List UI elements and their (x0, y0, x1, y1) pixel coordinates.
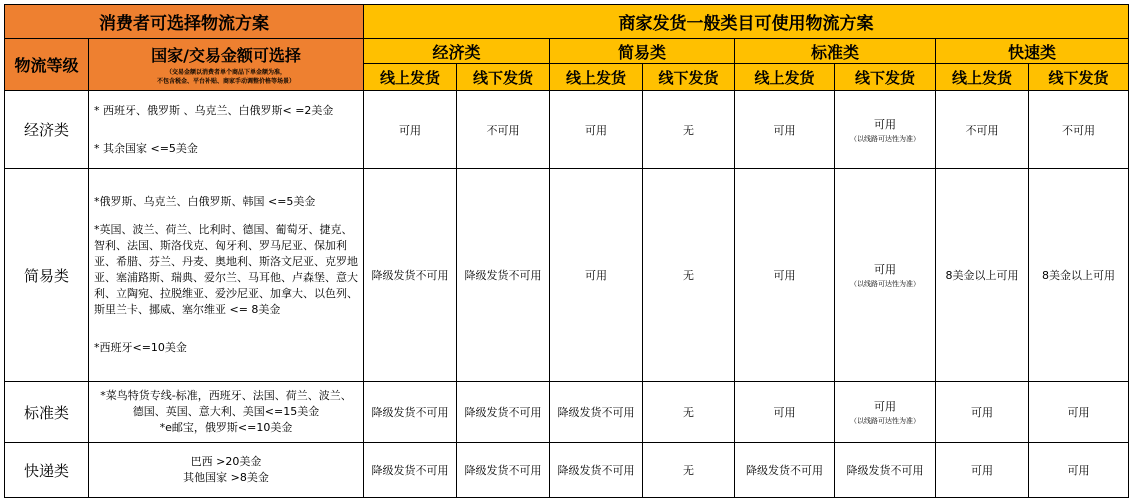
country-line: * 其余国家 <=5美金 (94, 141, 198, 155)
value-cell: 降级发货不可用 (550, 443, 643, 498)
value-text: 可用 (874, 117, 896, 131)
grade-header: 物流等级 (5, 39, 89, 91)
group-express: 快速类 (936, 39, 1129, 63)
value-cell: 8美金以上可用 (936, 169, 1029, 382)
merchant-header: 商家发货一般类目可使用物流方案 (364, 5, 1129, 39)
value-cell: 降级发货不可用 (550, 382, 643, 443)
value-cell: 可用 (735, 382, 835, 443)
economy-offline: 线下发货 (457, 63, 550, 90)
table-row (5, 382, 1129, 443)
logistics-table (4, 4, 1129, 498)
express-offline: 线下发货 (1029, 63, 1129, 90)
value-cell: 可用 (1029, 443, 1129, 498)
simple-offline: 线下发货 (643, 63, 735, 90)
country-cell (89, 169, 364, 382)
value-cell: 降级发货不可用 (364, 169, 457, 382)
group-economy: 经济类 (364, 39, 550, 63)
country-cell (89, 91, 364, 169)
group-simple: 简易类 (550, 39, 735, 63)
table-row (5, 91, 1129, 169)
country-header (89, 39, 364, 91)
country-cell (89, 382, 364, 443)
value-cell: 可用 (936, 443, 1029, 498)
table-row (5, 443, 1129, 498)
value-cell: 可用 (936, 382, 1029, 443)
value-cell: 无 (643, 382, 735, 443)
value-cell: 可用 (364, 91, 457, 169)
value-note: （以线路可达性为准） (850, 417, 920, 426)
value-cell: 无 (643, 443, 735, 498)
country-line: *西班牙<=10美金 (94, 341, 187, 355)
value-cell: 不可用 (457, 91, 550, 169)
country-cell (89, 443, 364, 498)
consumer-header: 消费者可选择物流方案 (5, 5, 364, 39)
value-cell: 可用 (550, 169, 643, 382)
economy-online: 线上发货 (364, 63, 457, 90)
country-line: 其他国家 >8美金 (183, 471, 269, 485)
value-cell (835, 169, 936, 382)
value-text: 可用 (874, 400, 896, 414)
value-cell: 降级发货不可用 (457, 443, 550, 498)
value-cell (835, 382, 936, 443)
value-cell: 降级发货不可用 (835, 443, 936, 498)
value-cell: 8美金以上可用 (1029, 169, 1129, 382)
value-cell: 可用 (735, 169, 835, 382)
group-standard: 标准类 (735, 39, 936, 63)
value-cell: 降级发货不可用 (364, 382, 457, 443)
country-line: * 西班牙、俄罗斯 、乌克兰、白俄罗斯< =2美金 (94, 103, 334, 117)
table-row (5, 169, 1129, 382)
value-cell: 可用 (550, 91, 643, 169)
value-cell: 可用 (1029, 382, 1129, 443)
value-note: （以线路可达性为准） (850, 280, 920, 289)
country-line: *e邮宝，俄罗斯<=10美金 (159, 421, 293, 435)
value-cell: 无 (643, 91, 735, 169)
country-header-label: 国家/交易金额可选择 (151, 46, 301, 66)
value-text: 可用 (874, 263, 896, 277)
express-online: 线上发货 (936, 63, 1029, 90)
value-cell: 降级发货不可用 (457, 382, 550, 443)
country-line: *英国、波兰、荷兰、比利时、德国、葡萄牙、捷克、智利、法国、斯洛伐克、匈牙利、罗马尼亚、保加利亚、希腊、芬兰、丹麦、奥地利、斯洛文尼亚、克罗地亚、塞浦路斯、瑞典、爱尔兰、马耳他、卢森堡、意大利、立陶宛、拉脱维亚、爱沙尼亚、加拿大、以色列、斯里兰卡、挪威、塞尔维亚 <= 8美金 (94, 223, 358, 317)
value-cell: 降级发货不可用 (735, 443, 835, 498)
grade-cell: 快递类 (5, 443, 89, 498)
simple-online: 线上发货 (550, 63, 643, 90)
value-cell: 降级发货不可用 (364, 443, 457, 498)
country-header-note-1: （交易金额以消费者单个商品下单金额为准， (165, 69, 286, 77)
grade-cell: 标准类 (5, 382, 89, 443)
country-line: *俄罗斯、乌克兰、白俄罗斯、韩国 <=5美金 (94, 195, 316, 209)
value-cell: 不可用 (936, 91, 1029, 169)
value-note: （以线路可达性为准） (850, 134, 920, 143)
value-cell: 不可用 (1029, 91, 1129, 169)
grade-cell: 经济类 (5, 91, 89, 169)
country-line: 巴西 >20美金 (190, 455, 262, 469)
value-cell (835, 91, 936, 169)
value-cell: 可用 (735, 91, 835, 169)
standard-online: 线上发货 (735, 63, 835, 90)
country-header-note-2: 不包含税金、平台补贴、商家手动调整价格等场景） (156, 78, 295, 86)
grade-cell: 简易类 (5, 169, 89, 382)
value-cell: 无 (643, 169, 735, 382)
value-cell: 降级发货不可用 (457, 169, 550, 382)
standard-offline: 线下发货 (835, 63, 936, 90)
country-line: *菜鸟特货专线-标准，西班牙、法国、荷兰、波兰、德国、英国、意大利、美国<=15美金 (100, 389, 352, 419)
